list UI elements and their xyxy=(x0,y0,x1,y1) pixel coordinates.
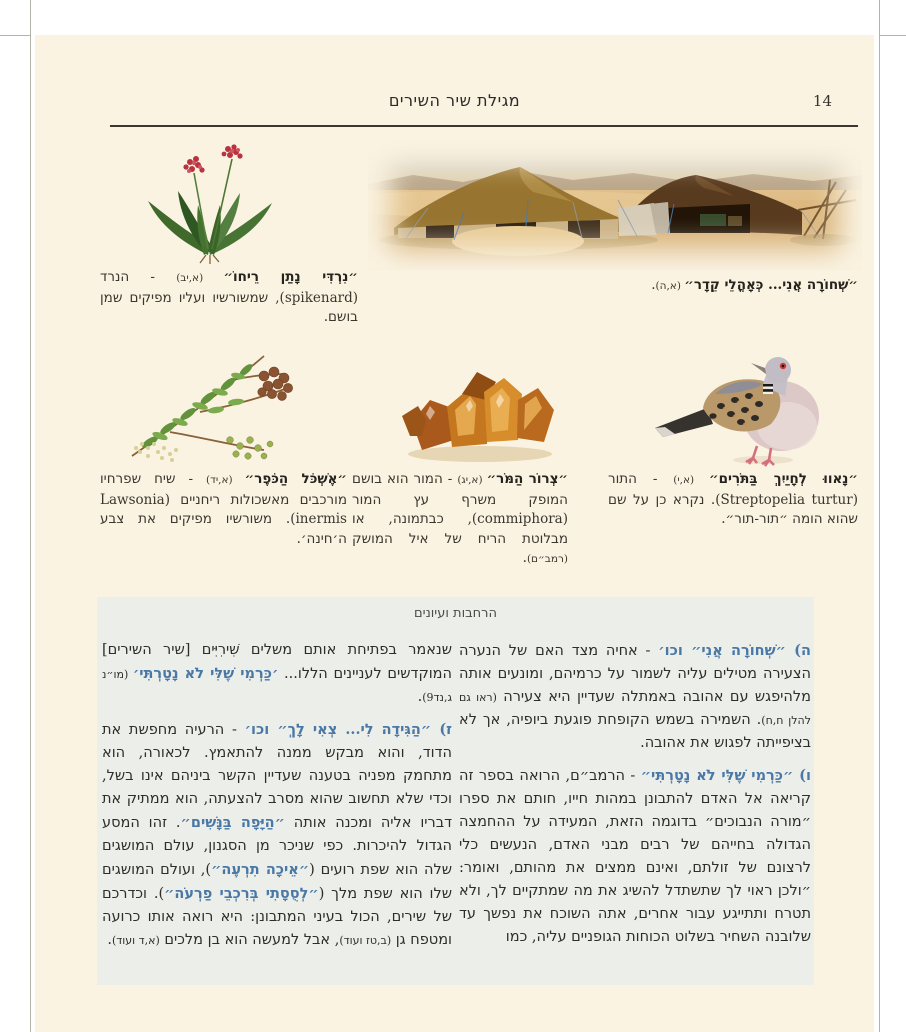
henna-branches-image xyxy=(112,336,312,464)
crop-tick-top-left xyxy=(0,35,31,36)
expansion-paragraph-vav: ו) ״כַּרְמִי שֶׁלִּי לֹא נָטָרְתִּי״ - הרמב״ם, הרואה בספר זה קריאה אל האדם להתבונן במהות חייו, חותם את ספרו ״מורה הנבוכים״ בדוגמה הזאת, המעידה על ההחמצה הגדולה בחייהם של רבים מבני האדם, הנעשים כלי לרצונם של זולתם, ואינם ממצים את מהותם, ואומר: ״ולכן ראוי לך שתשתדל להשיג את מה שמתקיים לך, ולא תטרח ותתייגע עבור אחרים, אתה השוכח את נפשך עד שלובנה השחיר בשלוט הכוחות הגופניים עליה, כמו xyxy=(459,767,811,945)
expansion-paragraph-zayin: ז) ״הַגִּידָה לִי... צְאִי לָךְ״ וכו׳ - הרעיה מחפשת את הדוד, והוא מבקש ממנה להתאמץ. לכאורה, הוא מתחמק מפניה בטענה שעדיין הקשר ביניהם אינו בשל, וכדי שלא תחשוב שהוא מסרב להצעתה, הוא ממתיק את דבריו אליה ומכנה אותה ״הַיָּפָה בַּנָּשִׁים״. זהו המסע הגדול להיכרות. כפי שניכר מן הסגנון, עולם המושגים שלה הוא שפת רועים (״אֵיכָה תִרְעֶה״), ועולם המושגים שלו הוא שפת מלך (״לְסֻסָתִי בְּרִכְבֵי פַרְעֹה״). וכדרכם של שירים, הכול בעיני המתבונן: היא רואה אותו כרועה ומטפח גן (ב,טז ועוד), אבל למעשה הוא בן מלכים (א,ד ועוד). xyxy=(102,721,452,948)
bedouin-tent-figure xyxy=(368,138,862,270)
header-rule xyxy=(110,125,858,127)
turtle-dove-image xyxy=(645,348,863,468)
tent-caption: ״שְׁחוֹרָה אֲנִי... כְּאָהֳלֵי קֵדָר״ (א,ה). xyxy=(651,277,858,293)
crop-mark-right xyxy=(879,0,880,1032)
crop-tick-top-right xyxy=(879,35,906,36)
crop-mark-left xyxy=(30,0,31,1032)
page-number: 14 xyxy=(812,92,832,110)
book-page xyxy=(35,35,874,1032)
expansions-title: הרחבות ועיונים xyxy=(414,606,497,621)
expansions-panel xyxy=(97,597,814,985)
bedouin-tent-photo xyxy=(368,138,862,270)
henna-caption: ״אֶשְׁכֹּל הַכֹּפֶר״ (א,יד) - שיח שפרחיו מורכבים מאשכולות ריחניים (Lawsonia inermis). משורשיו מפיקים את צבע ה׳חינה׳. xyxy=(100,471,347,547)
expansion-paragraph-he: ה) ״שְׁחוֹרָה אֲנִי״ וכו׳ - אחיה מצד האם של הנערה הצעירה מטילים עליה לשמור על כרמיהם, ומונעים אותה מלהיפגש עם אהובה באמתלה שעדיין היא צעירה (ראו גם להלן ח,ח). השמירה בשמש הקופחת פוגעת ביופיה, אך לא בציפייתה לפגוש את אהובה. xyxy=(459,642,811,751)
expansion-paragraph-vav-continued: שנאמר בפתיחת אותם משלים שִׁירִיִּים [שיר השירים] המוקדשים לעניינים הללו... ׳כַּרְמִי שֶׁלִּי לֹא נָטָרְתִּי׳ (מו״נ ג,נד9). xyxy=(102,642,452,705)
spikenard-plant-image xyxy=(120,143,295,265)
spikenard-caption: ״נִרְדִּי נָתַן רֵיחוֹ״ (א,יב) - הנרד (spikenard), שמשורשיו ועליו מפיקים שמן בושם. xyxy=(100,269,358,325)
myrrh-resin-image xyxy=(392,352,567,464)
page-title: מגילת שיר השירים xyxy=(388,91,521,110)
dove-caption: ״נָאווּ לְחָיַיִךְ בַּתֹּרִים״ (א,י) - התור (Streptopelia turtur). נקרא כן על שם שהוא הומה ״תור-תור״. xyxy=(608,471,858,527)
expansions-left-column xyxy=(102,639,452,961)
expansions-right-column xyxy=(459,639,811,958)
myrrh-caption: ״צְרוֹר הַמֹּר״ (א,יג) - המור הוא בושם המופק משרף עץ המור (commiphora), כבתמונה, או מבלוטת הריח של איל המושק (רמב״ם). xyxy=(352,471,569,566)
